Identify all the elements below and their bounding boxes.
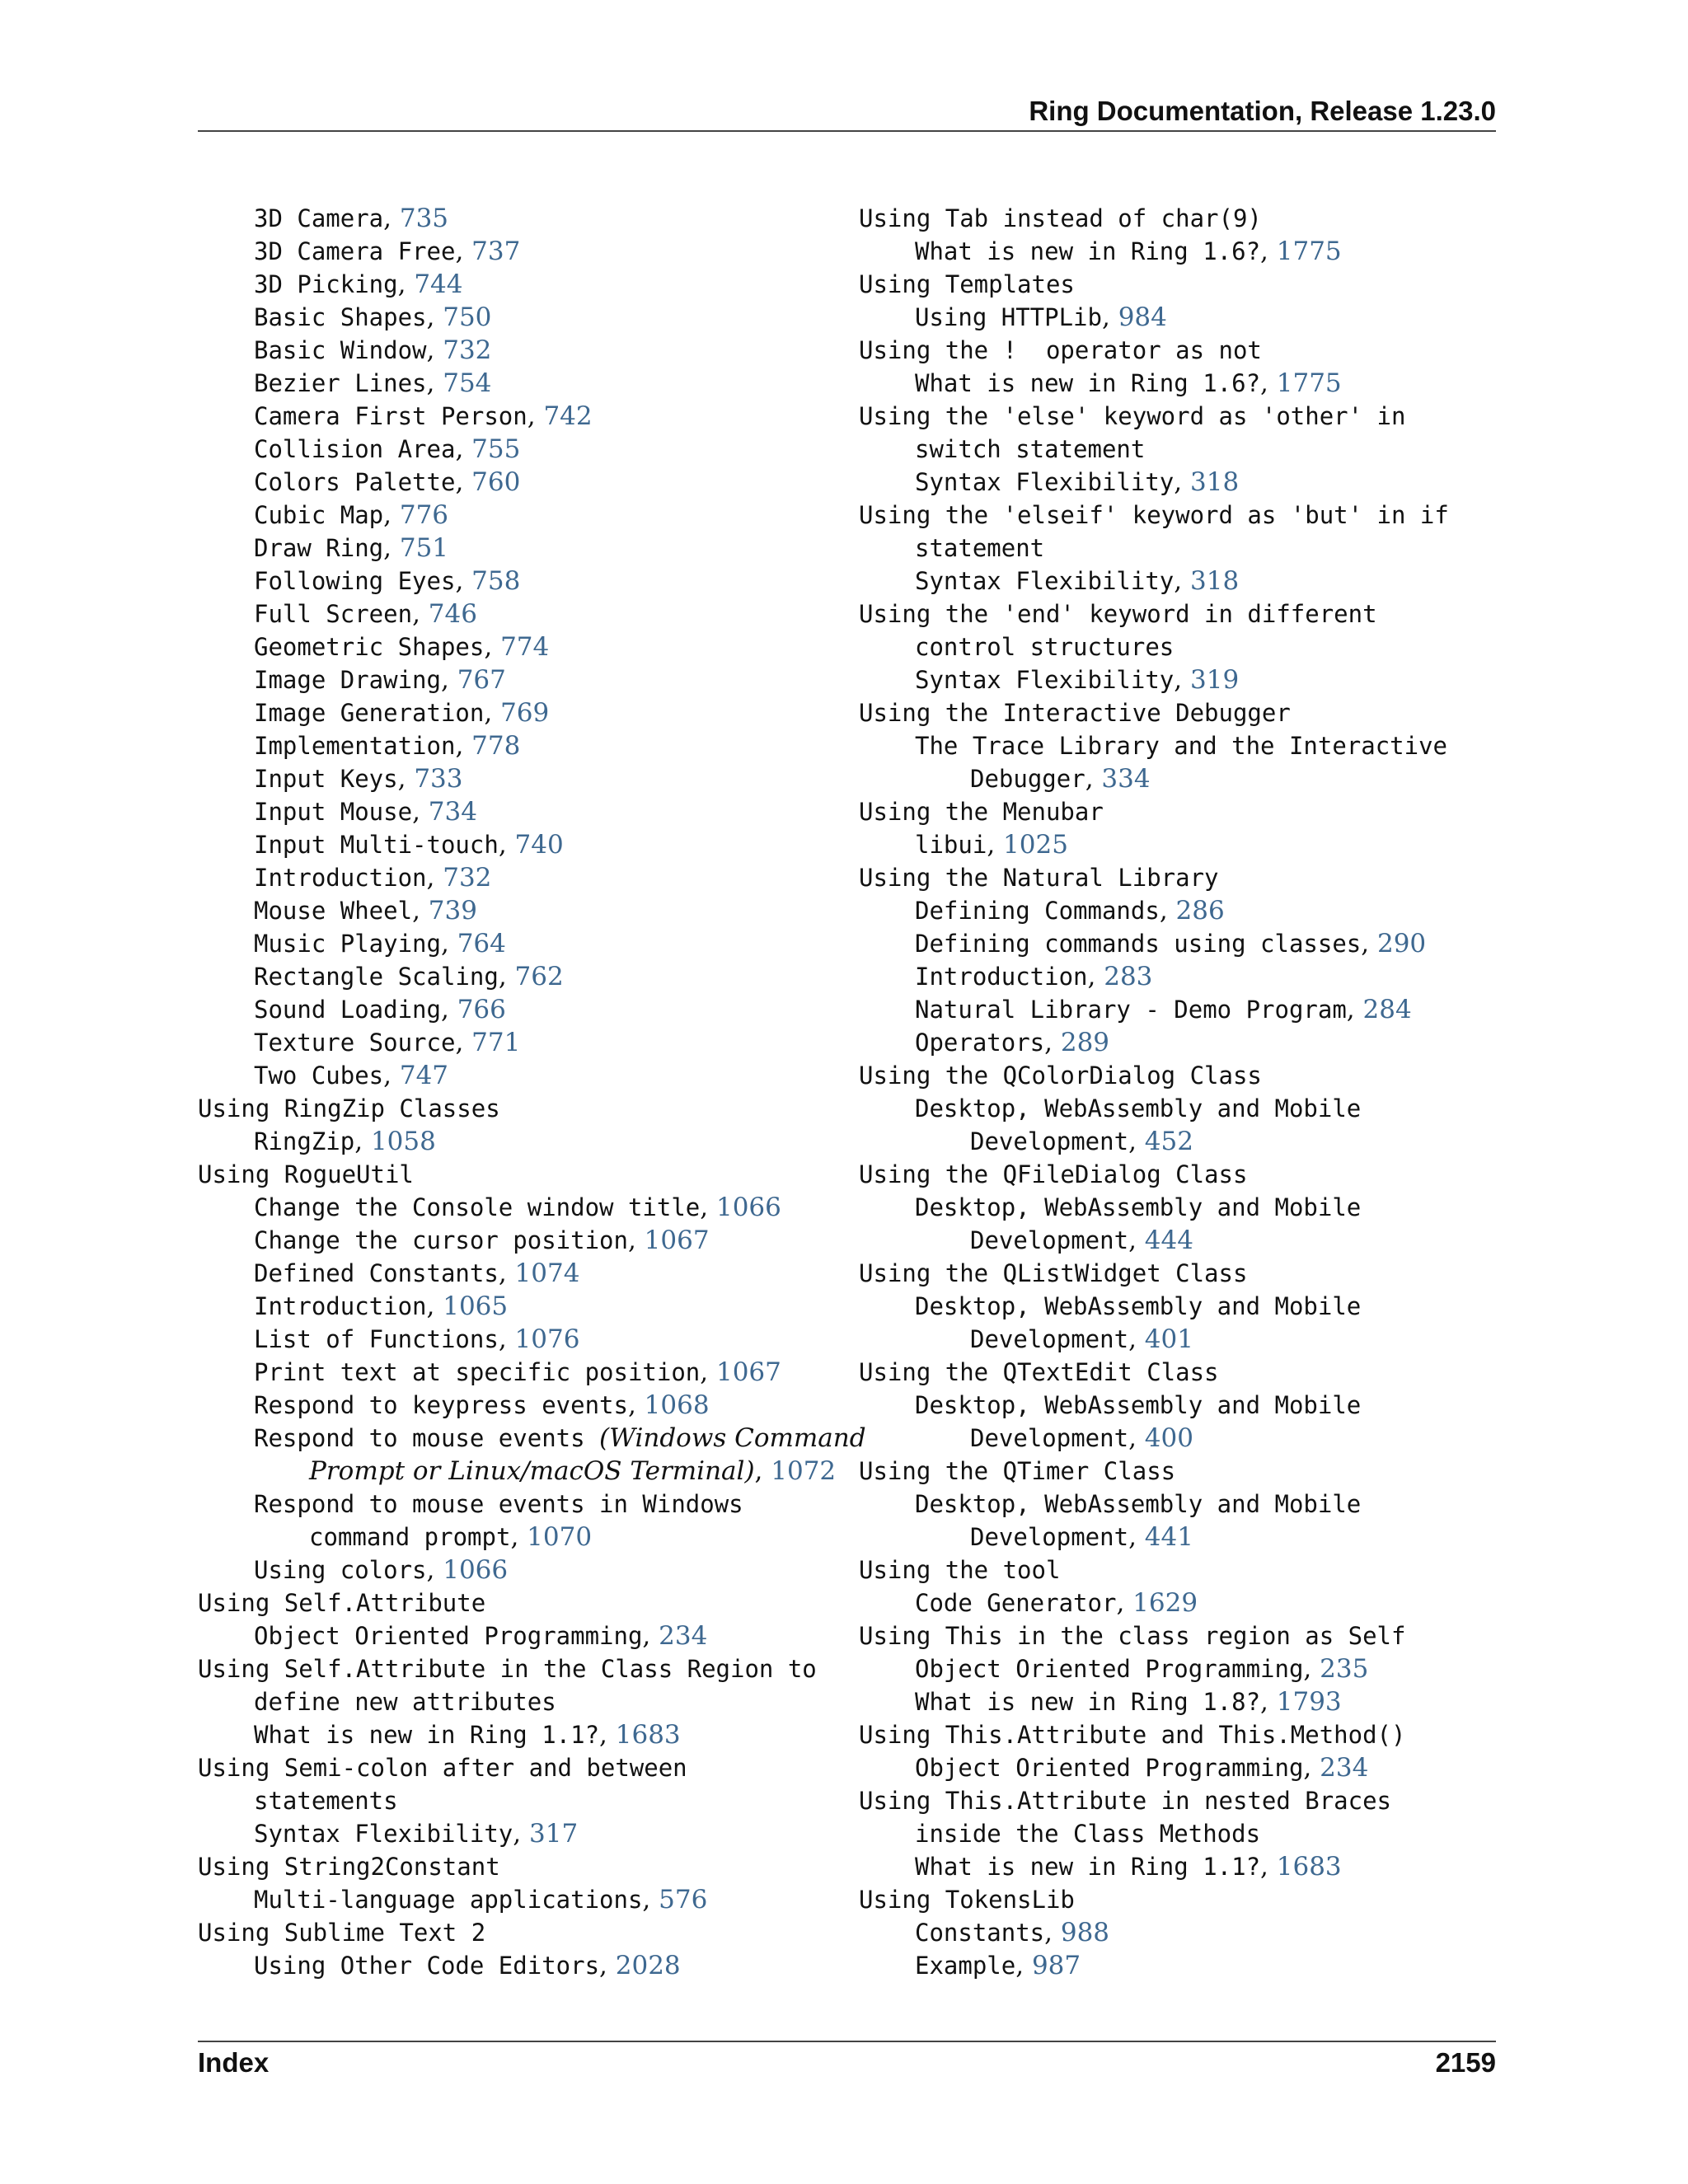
index-entry-text: statements [254,1787,398,1815]
index-entry-continuation [859,433,1502,466]
page-link[interactable]: 767 [457,665,506,695]
index-entry-text: statement [915,534,1045,562]
index-subterm: Natural Library - Demo Program, 284 [915,995,1412,1024]
index-term [198,1850,849,1883]
index-entry-text: The Trace Library and the Interactive [915,732,1448,760]
page-link[interactable]: 755 [471,434,521,464]
index-entry-text: Defined Constants [254,1259,499,1287]
page-link[interactable]: 1068 [644,1390,710,1420]
page-link[interactable]: 766 [457,995,506,1024]
index-term [859,202,1502,235]
index-entry-text: Using the QTimer Class [859,1457,1176,1485]
page-link[interactable]: 1067 [644,1226,710,1255]
footer-rule [198,2041,1496,2042]
page-link[interactable]: 1070 [527,1522,593,1552]
index-entry-text: Prompt or Linux/macOS Terminal) [309,1456,755,1486]
index-term [198,1158,849,1191]
index-entry-text: What is new in Ring 1.1? [254,1721,600,1749]
index-entry-text: What is new in Ring 1.8? [915,1688,1261,1716]
index-entry-text: RingZip [254,1127,355,1155]
index-entry-text: Music Playing [254,930,441,958]
index-subterm: Change the Console window title, 1066 [254,1193,781,1222]
page-link[interactable]: 769 [500,698,550,728]
index-entry-text: 3D Picking [254,270,398,298]
page-link[interactable]: 2028 [615,1951,681,1980]
page-link[interactable]: 1025 [1003,830,1068,860]
page-link[interactable]: 290 [1376,929,1427,958]
index-term [859,1883,1502,1916]
page-link[interactable]: 754 [443,368,492,398]
index-subterm: Bezier Lines, 754 [254,368,492,398]
index-entry-text: Desktop, WebAssembly and Mobile [915,1094,1362,1122]
index-entry-text: Object Oriented Programming [915,1655,1304,1683]
index-entry-text: Development [970,1523,1129,1551]
index-entry-continuation: Debugger, 334 [970,764,1151,794]
index-subterm: Object Oriented Programming, 234 [254,1621,708,1651]
page-link[interactable]: 1076 [514,1324,580,1354]
index-entry-text: Input Keys [254,765,398,793]
index-entry-text: inside the Class Methods [915,1820,1261,1848]
index-entry-continuation: Development, 452 [970,1127,1193,1156]
index-entry-text: Using Other Code Editors [254,1952,600,1980]
index-entry-text: Introduction [254,864,427,892]
index-entry-text: Using String2Constant [198,1853,500,1881]
index-term [198,1751,849,1784]
index-entry-text: What is new in Ring 1.1? [915,1853,1261,1881]
index-entry-text: Bezier Lines [254,369,427,397]
index-entry-text: Basic Shapes [254,303,427,331]
page-link[interactable]: 317 [529,1819,579,1849]
index-entry-text: Respond to mouse events in Windows [254,1490,743,1518]
index-subterm: Cubic Map, 776 [254,500,449,530]
index-entry-text: switch statement [915,435,1146,463]
index-entry-text: Using the 'else' keyword as 'other' in [859,402,1406,430]
index-entry-continuation: Development, 441 [970,1522,1193,1552]
index-entry-text: Defining Commands [915,897,1160,925]
page-link[interactable]: 234 [659,1621,708,1651]
index-term [859,861,1502,894]
index-subterm: Full Screen, 746 [254,599,477,629]
index-entry-text: Development [970,1424,1129,1452]
page-link[interactable]: 984 [1118,302,1167,332]
page-link[interactable]: 1058 [370,1127,436,1156]
index-entry-text: Using This.Attribute in nested Braces [859,1787,1392,1815]
index-subterm: Code Generator, 1629 [915,1588,1198,1618]
index-entry-text: Change the cursor position [254,1226,628,1254]
index-entry-text: Colors Palette [254,468,456,496]
index-entry-text: Using Sublime Text 2 [198,1919,486,1947]
index-entry-text: Using the Menubar [859,798,1104,826]
page-link[interactable]: 401 [1144,1324,1193,1354]
index-entry-text: Syntax Flexibility [915,666,1175,694]
index-entry-text: Draw Ring [254,534,384,562]
page-link[interactable]: 1067 [715,1357,781,1387]
index-entry-text: List of Functions [254,1325,499,1353]
page-link[interactable]: 452 [1144,1127,1193,1156]
index-entry-text: Using RogueUtil [198,1160,414,1188]
index-column-left [198,202,866,1982]
index-subterm: Image Generation, 769 [254,698,550,728]
index-subterm: What is new in Ring 1.6?, 1775 [915,237,1342,266]
page-link[interactable]: 737 [471,237,521,266]
index-subterm: 3D Picking, 744 [254,269,463,299]
index-entry-text: Desktop, WebAssembly and Mobile [915,1490,1362,1518]
index-subterm: Draw Ring, 751 [254,533,449,563]
index-entry-text: Using the 'elseif' keyword as 'but' in if [859,501,1449,529]
index-subterm: Defining Commands, 286 [915,896,1225,926]
index-entry-text: Mouse Wheel [254,897,413,925]
index-entry-text: Using This in the class region as Self [859,1622,1406,1650]
index-term [859,1059,1502,1092]
index-entry-text: Multi-language applications [254,1886,643,1914]
index-subterm: Syntax Flexibility, 318 [915,566,1240,596]
index-subterm: Texture Source, 771 [254,1028,521,1057]
page-link[interactable]: 1074 [514,1258,580,1288]
index-entry-text: command prompt [309,1523,511,1551]
page-link[interactable]: 776 [399,500,449,530]
index-entry-text: What is new in Ring 1.6? [915,237,1261,265]
page-link[interactable]: 746 [428,599,477,629]
index-entry-text: Using the ! operator as not [859,336,1262,364]
page-link[interactable]: 319 [1190,665,1240,695]
index-entry-continuation [198,1685,849,1718]
index-subterm: Multi-language applications, 576 [254,1885,708,1915]
index-term [859,795,1502,828]
index-subterm: Syntax Flexibility, 319 [915,665,1240,695]
page-link[interactable]: 778 [471,731,521,761]
page-link[interactable]: 987 [1031,1951,1081,1980]
index-term [859,1356,1502,1389]
index-subterm: Operators, 289 [915,1028,1110,1057]
index-term [859,1257,1502,1290]
page-link[interactable]: 1775 [1276,368,1342,398]
index-entry-text: Object Oriented Programming [254,1622,643,1650]
page-link[interactable]: 735 [399,204,449,233]
page-link[interactable]: 760 [471,467,521,497]
index-term [859,400,1502,433]
page-link[interactable]: 734 [428,797,477,827]
page-link[interactable]: 1066 [715,1193,781,1222]
index-entry-text: Code Generator [915,1589,1117,1617]
index-subterm: Basic Window, 732 [254,335,492,365]
index-entry-continuation: Development, 401 [970,1324,1193,1354]
page-link[interactable]: 235 [1320,1654,1369,1684]
index-entry-text: Object Oriented Programming [915,1754,1304,1782]
footer-section: Index [198,2047,270,2078]
index-subterm: RingZip, 1058 [254,1127,436,1156]
index-term [198,1652,849,1685]
page-link[interactable]: 771 [471,1028,521,1057]
index-subterm: 3D Camera, 735 [254,204,449,233]
index-entry-continuation: Development, 444 [970,1226,1193,1255]
page-link[interactable]: 289 [1060,1028,1110,1057]
index-term [859,499,1502,532]
index-term [859,334,1502,367]
index-subterm: Introduction, 1065 [254,1291,509,1321]
index-entry-text: Constants [915,1919,1045,1947]
index-subterm: Object Oriented Programming, 234 [915,1753,1369,1783]
page-link[interactable]: 774 [500,632,550,662]
index-term [859,1718,1502,1751]
index-entry-text: Respond to mouse events [254,1424,600,1452]
index-subterm: Defined Constants, 1074 [254,1258,580,1288]
index-subterm: Using colors, 1066 [254,1555,509,1585]
index-term [859,268,1502,301]
index-entry-text: Using the QListWidget Class [859,1259,1248,1287]
index-subterm: Input Mouse, 734 [254,797,477,827]
index-subterm: What is new in Ring 1.8?, 1793 [915,1687,1342,1717]
index-subterm: Defining commands using classes, 290 [915,929,1427,958]
index-entry-continuation [859,1817,1502,1850]
index-entry-text: Desktop, WebAssembly and Mobile [915,1292,1362,1320]
index-subterm: Example, 987 [915,1951,1081,1980]
index-subterm: Colors Palette, 760 [254,467,521,497]
index-entry-text: Using the Natural Library [859,864,1219,892]
page-link[interactable]: 744 [414,269,463,299]
index-entry-text: Respond to keypress events [254,1391,628,1419]
index-subterm: Mouse Wheel, 739 [254,896,477,926]
index-entry-text: Two Cubes [254,1062,384,1090]
page-number: 2159 [1435,2047,1496,2078]
index-subterm [859,1389,1502,1422]
index-entry-text: Basic Window [254,336,427,364]
page-link[interactable]: 1683 [1276,1852,1342,1882]
index-term [859,1158,1502,1191]
index-term [859,1619,1502,1652]
index-entry-text: Using the Interactive Debugger [859,699,1291,727]
index-entry-text: Input Mouse [254,798,413,826]
page-link[interactable]: 234 [1320,1753,1369,1783]
index-entry-text: Camera First Person [254,402,528,430]
index-subterm: Respond to keypress events, 1068 [254,1390,710,1420]
index-entry-text: Rectangle Scaling [254,963,499,991]
index-entry-text: Implementation [254,732,456,760]
index-entry-continuation [859,532,1502,565]
index-term [859,1554,1502,1586]
index-entry-text: 3D Camera Free [254,237,456,265]
page-link[interactable]: 764 [457,929,506,958]
index-subterm: Change the cursor position, 1067 [254,1226,710,1255]
index-entry-text: Using RingZip Classes [198,1094,500,1122]
index-entry-text: Desktop, WebAssembly and Mobile [915,1193,1362,1221]
page-link[interactable]: 762 [514,962,564,991]
index-entry-text: Using the tool [859,1556,1061,1584]
index-entry-text: Using colors [254,1556,427,1584]
index-subterm: Sound Loading, 766 [254,995,506,1024]
page-link[interactable]: 441 [1144,1522,1193,1552]
index-subterm: What is new in Ring 1.6?, 1775 [915,368,1342,398]
index-subterm: 3D Camera Free, 737 [254,237,521,266]
page-link[interactable]: 284 [1362,995,1412,1024]
index-entry-text: Collision Area [254,435,456,463]
page-footer [198,2047,1496,2079]
index-subterm [198,1488,849,1521]
page-link[interactable]: 1065 [443,1291,509,1321]
index-entry-text: Development [970,1325,1129,1353]
page-link[interactable]: 1683 [615,1720,681,1750]
index-entry-text: Sound Loading [254,996,441,1024]
index-entry-continuation: Development, 400 [970,1423,1193,1453]
index-subterm: Implementation, 778 [254,731,521,761]
index-term [859,1784,1502,1817]
index-subterm [859,1092,1502,1125]
page-link[interactable]: 444 [1144,1226,1193,1255]
page-link[interactable]: 1793 [1276,1687,1342,1717]
index-subterm: Input Multi-touch, 740 [254,830,564,860]
index-subterm: Syntax Flexibility, 318 [915,467,1240,497]
index-term [859,696,1502,729]
index-term [198,1916,849,1949]
page-link[interactable]: 747 [399,1061,449,1090]
index-subterm: Using Other Code Editors, 2028 [254,1951,681,1980]
index-column-right [859,202,1502,1982]
page-link[interactable]: 733 [414,764,463,794]
page-link[interactable]: 758 [471,566,521,596]
index-entry-italic: (Windows Command [599,1423,866,1453]
index-subterm: Two Cubes, 747 [254,1061,449,1090]
page-link[interactable]: 988 [1060,1918,1110,1947]
index-entry-text: What is new in Ring 1.6? [915,369,1261,397]
index-entry-text: Following Eyes [254,567,456,595]
index-entry-text: Example [915,1952,1016,1980]
running-header: Ring Documentation, Release 1.23.0 [1029,96,1496,126]
index-entry-text: libui [915,831,987,859]
page-link[interactable]: 751 [399,533,449,563]
index-subterm: Camera First Person, 742 [254,401,593,431]
index-entry-text: Cubic Map [254,501,384,529]
index-subterm: Print text at specific position, 1067 [254,1357,781,1387]
index-entry-text: Input Multi-touch [254,831,499,859]
index-entry-text: Texture Source [254,1029,456,1057]
index-entry-text: Image Generation [254,699,485,727]
index-term [198,1586,849,1619]
index-entry-text: Full Screen [254,600,413,628]
index-entry-continuation [198,1784,849,1817]
index-entry-text: Using Self.Attribute [198,1589,486,1617]
index-entry-text: Using the QColorDialog Class [859,1062,1262,1090]
page-link[interactable]: 740 [514,830,564,860]
index-subterm: Syntax Flexibility, 317 [254,1819,579,1849]
index-subterm: Music Playing, 764 [254,929,506,958]
index-entry-text: Development [970,1127,1129,1155]
index-subterm: Input Keys, 733 [254,764,463,794]
index-entry-text: Print text at specific position [254,1358,701,1386]
index-term [859,598,1502,630]
index-entry-text: Syntax Flexibility [254,1820,513,1848]
page-link[interactable]: 750 [443,302,492,332]
index-entry-text: Introduction [254,1292,427,1320]
index-entry-text: Image Drawing [254,666,441,694]
index-entry-text: Introduction [915,963,1088,991]
page-link[interactable]: 1629 [1132,1588,1198,1618]
index-subterm: Basic Shapes, 750 [254,302,492,332]
page-link[interactable]: 732 [443,863,492,893]
page-link[interactable]: 742 [543,401,593,431]
index-entry-text: Natural Library - Demo Program [915,996,1347,1024]
index-entry-text: Syntax Flexibility [915,468,1175,496]
page-link[interactable]: 576 [659,1885,708,1915]
index-entry-continuation: Prompt or Linux/macOS Terminal), 1072 [309,1456,837,1486]
index-subterm: Constants, 988 [915,1918,1110,1947]
index-subterm: Geometric Shapes, 774 [254,632,550,662]
page-link[interactable]: 334 [1101,764,1151,794]
index-entry-text: 3D Camera [254,204,384,232]
index-subterm: libui, 1025 [915,830,1068,860]
index-subterm: Introduction, 283 [915,962,1153,991]
index-entry-text: Using HTTPLib [915,303,1102,331]
index-subterm: List of Functions, 1076 [254,1324,580,1354]
index-subterm [859,729,1502,762]
index-term [859,1455,1502,1488]
index-entry-text: Using the 'end' keyword in different [859,600,1377,628]
index-entry-text: Geometric Shapes [254,633,485,661]
index-entry-text: Desktop, WebAssembly and Mobile [915,1391,1362,1419]
index-subterm: Using HTTPLib, 984 [915,302,1167,332]
index-entry-text: Using TokensLib [859,1886,1075,1914]
index-entry-text: Using the QFileDialog Class [859,1160,1248,1188]
page-link[interactable]: 732 [443,335,492,365]
index-entry-text: define new attributes [254,1688,556,1716]
page-link[interactable]: 1072 [771,1456,837,1486]
index-entry-text: Using the QTextEdit Class [859,1358,1219,1386]
index-subterm: Rectangle Scaling, 762 [254,962,564,991]
index-entry-text: control structures [915,633,1175,661]
page-link[interactable]: 283 [1104,962,1153,991]
page-link[interactable]: 1775 [1276,237,1342,266]
index-entry-text: Debugger [970,765,1085,793]
page-link[interactable]: 318 [1190,566,1240,596]
index-subterm: Introduction, 732 [254,863,492,893]
page-link[interactable]: 739 [428,896,477,926]
index-entry-continuation [859,630,1502,663]
index-entry-text: Development [970,1226,1129,1254]
index-subterm [859,1488,1502,1521]
index-subterm: Object Oriented Programming, 235 [915,1654,1369,1684]
page-link[interactable]: 1066 [443,1555,509,1585]
index-subterm [198,1422,866,1455]
page-link[interactable]: 318 [1190,467,1240,497]
header-rule [198,130,1496,132]
index-entry-continuation: command prompt, 1070 [309,1522,593,1552]
index-entry-text: Change the Console window title [254,1193,701,1221]
index-subterm: What is new in Ring 1.1?, 1683 [254,1720,681,1750]
index-entry-text: Syntax Flexibility [915,567,1175,595]
index-entry-text: Using This.Attribute and This.Method() [859,1721,1406,1749]
index-entry-text: Defining commands using classes [915,930,1362,958]
index-subterm [859,1290,1502,1323]
index-entry-text: Using Tab instead of char(9) [859,204,1262,232]
index-entry-text: Using Self.Attribute in the Class Region to [198,1655,817,1683]
index-subterm: What is new in Ring 1.1?, 1683 [915,1852,1342,1882]
index-entry-text: Operators [915,1029,1045,1057]
index-entry-text: Using Templates [859,270,1075,298]
page-link[interactable]: 400 [1144,1423,1193,1453]
index-subterm: Image Drawing, 767 [254,665,506,695]
index-subterm: Following Eyes, 758 [254,566,521,596]
index-term [198,1092,849,1125]
page-link[interactable]: 286 [1175,896,1225,926]
index-subterm: Collision Area, 755 [254,434,521,464]
index-subterm [859,1191,1502,1224]
index-entry-text: Using Semi-colon after and between [198,1754,687,1782]
